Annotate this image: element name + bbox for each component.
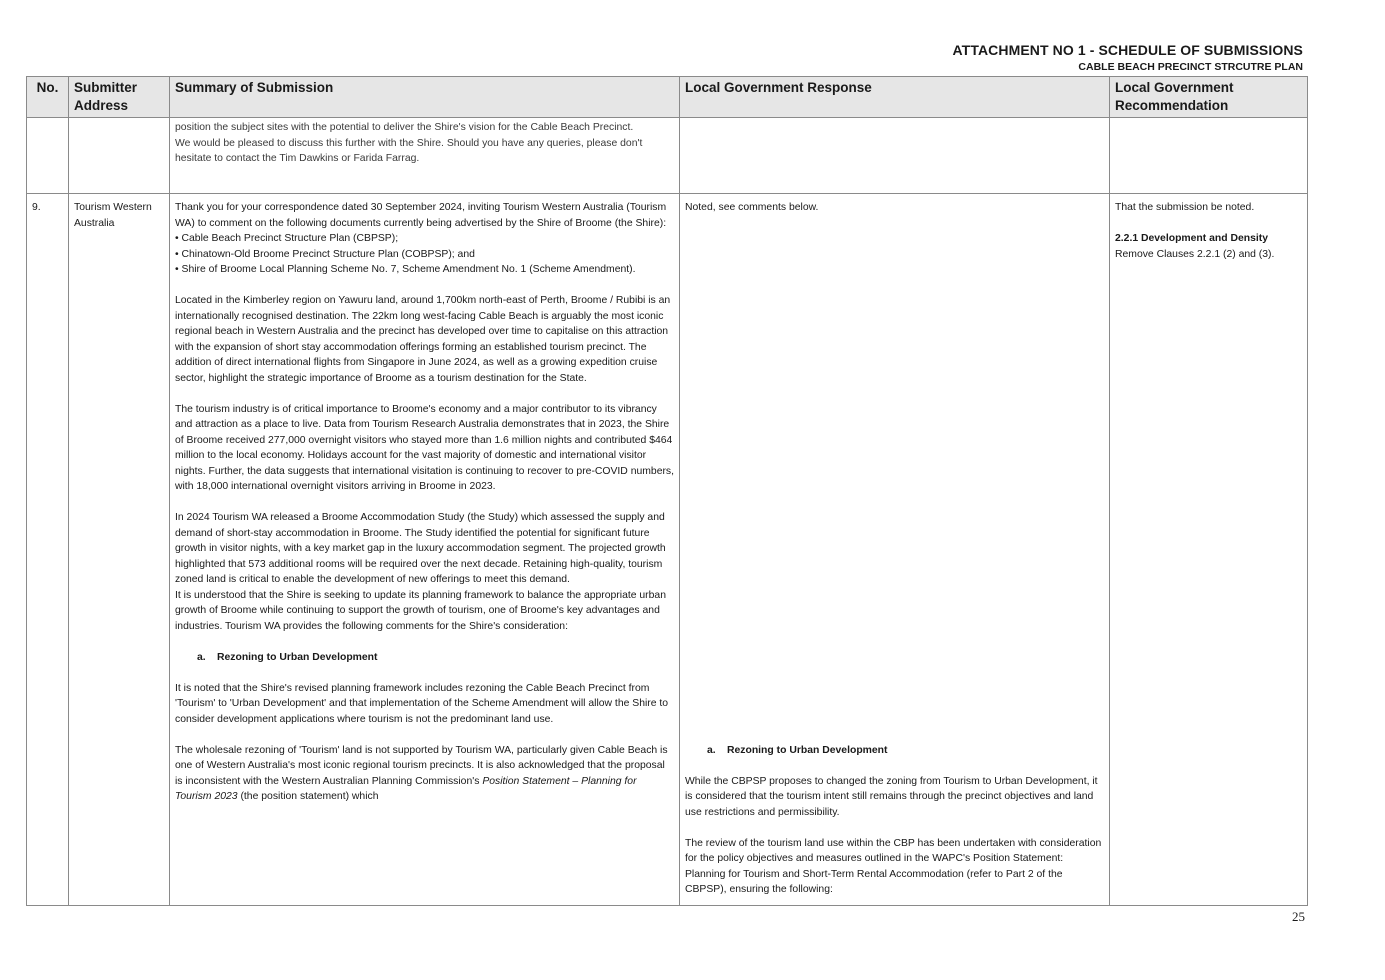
response-intro: Noted, see comments below. bbox=[685, 202, 819, 213]
bullet-item: • Shire of Broome Local Planning Scheme No. 7, Scheme Amendment No. 1 (Scheme Amendment). bbox=[175, 264, 636, 275]
summary-intro: Thank you for your correspondence dated 30 September 2024, inviting Tourism Western Australia (Tourism WA) to comment on the following documents currently being advertised by the Shire of Broome (the Shire): bbox=[175, 202, 667, 229]
position-statement-title: Position Statement – Planning for Tourism 2023 bbox=[175, 775, 637, 802]
cell-no: 9. bbox=[27, 194, 69, 906]
table-row bbox=[27, 194, 1308, 906]
cell-response bbox=[680, 118, 1110, 194]
summary-paragraph: In 2024 Tourism WA released a Broome Accommodation Study (the Study) which assessed the supply and demand of short-stay accommodation in Broome. The Study identified the potential for significant future growth in visitor nights, with a key market gap in the luxury accommodation segment. The projected growth highlighted that 573 additional rooms will be required over the next decade. Retaining high-quality, tourism zoned land is critical to enable the development of new offerings to meet this demand. bbox=[175, 512, 666, 585]
summary-text: position the subject sites with the potential to deliver the Shire's vision for the Cable Beach Precinct. bbox=[175, 122, 634, 133]
recommendation-text: Remove Clauses 2.2.1 (2) and (3). bbox=[1115, 248, 1275, 260]
page-number: 25 bbox=[1292, 909, 1305, 924]
section-heading bbox=[685, 743, 1104, 759]
recommendation-text: That the submission be noted. bbox=[1115, 202, 1255, 213]
summary-paragraph: It is understood that the Shire is seeking to update its planning framework to balance the appropriate urban growth of Broome while continuing to support the growth of tourism, one of Broome's key advantages and industries. Tourism WA provides the following comments for the Shire's consideration: bbox=[175, 589, 666, 632]
summary-paragraph: It is noted that the Shire's revised planning framework includes rezoning the Cable Beach Precinct from 'Tourism' to 'Urban Development' and that implementation of the Scheme Amendment will allow the Shire to consider development applications where tourism is not the predominant land use. bbox=[175, 682, 669, 725]
col-header-summary: Summary of Submission bbox=[170, 77, 680, 118]
cell-recommendation bbox=[1110, 118, 1308, 194]
submissions-table bbox=[26, 76, 1308, 906]
cell-submitter: Tourism Western Australia bbox=[69, 194, 170, 906]
table-row-continued bbox=[27, 118, 1308, 194]
recommendation-heading: 2.2.1 Development and Density bbox=[1115, 233, 1269, 244]
paragraph-text: (the position statement) which bbox=[237, 791, 379, 802]
col-header-submitter: Submitter Address bbox=[69, 77, 170, 118]
section-title: Rezoning to Urban Development bbox=[727, 744, 888, 756]
summary-paragraph bbox=[175, 743, 674, 805]
cell-submitter bbox=[69, 118, 170, 194]
plan-subtitle: CABLE BEACH PRECINCT STRCUTRE PLAN bbox=[1078, 61, 1303, 73]
col-header-response: Local Government Response bbox=[680, 77, 1110, 118]
section-heading bbox=[175, 650, 674, 666]
cell-response bbox=[680, 194, 1110, 906]
paragraph-text: The wholesale rezoning of 'Tourism' land is not supported by Tourism WA, particularly given Cable Beach is one of Western Australia's most iconic regional tourism precincts. It is also acknowledged that the proposal is inconsistent with the Western Australian Planning Commission's bbox=[175, 744, 668, 787]
attachment-title: ATTACHMENT NO 1 - SCHEDULE OF SUBMISSIONS bbox=[952, 42, 1303, 58]
summary-text: We would be pleased to discuss this further with the Shire. Should you have any queries, please don't hesitate to contact the Tim Dawkins or Farida Farrag. bbox=[175, 137, 643, 164]
col-header-no: No. bbox=[27, 77, 69, 118]
cell-summary bbox=[170, 118, 680, 194]
summary-paragraph: The tourism industry is of critical importance to Broome's economy and a major contributor to its vibrancy and attraction as a place to live. Data from Tourism Research Australia demonstrates that in 2023, the Shire of Broome received 277,000 overnight visitors who stayed more than 1.6 million nights and contributed $464 million to the local economy. Holidays account for the vast majority of domestic and international visitor nights. Further, the data suggests that international visitation is continuing to recover to pre-COVID numbers, with 18,000 international overnight visitors arriving in Broome in 2023. bbox=[175, 403, 675, 492]
summary-paragraph: Located in the Kimberley region on Yawuru land, around 1,700km north-east of Perth, Broome / Rubibi is an internationally recognised destination. The 22km long west-facing Cable Beach is arguably the most iconic regional beach in Western Australia and the precinct has developed over time to capitalise on this attraction with the expansion of short stay accommodation offerings forming an established tourism precinct. The addition of direct international flights from Singapore in June 2024, as well as a growing expedition cruise sector, highlight the strategic importance of Broome as a tourism destination for the State. bbox=[175, 295, 671, 384]
bullet-item: • Chinatown-Old Broome Precinct Structure Plan (COBPSP); and bbox=[175, 248, 475, 260]
cell-summary bbox=[170, 194, 680, 906]
section-letter: a. bbox=[197, 651, 206, 663]
response-paragraph: While the CBPSP proposes to changed the zoning from Tourism to Urban Development, it is considered that the tourism intent still remains through the precinct objectives and land use restrictions and permissibility. bbox=[685, 775, 1098, 818]
cell-recommendation bbox=[1110, 194, 1308, 906]
col-header-recommendation: Local Government Recommendation bbox=[1110, 77, 1308, 118]
table-header-row bbox=[27, 77, 1308, 118]
response-paragraph: The review of the tourism land use within the CBP has been undertaken with consideration for the policy objectives and measures outlined in the WAPC's Position Statement: Planning for Tourism and Short-Term Rental Accommodation (refer to Part 2 of the CBPSP), ensuring the following: bbox=[685, 837, 1102, 895]
cell-no bbox=[27, 118, 69, 194]
section-letter: a. bbox=[707, 744, 716, 756]
bullet-item: • Cable Beach Precinct Structure Plan (CBPSP); bbox=[175, 233, 399, 244]
section-title: Rezoning to Urban Development bbox=[217, 651, 378, 663]
